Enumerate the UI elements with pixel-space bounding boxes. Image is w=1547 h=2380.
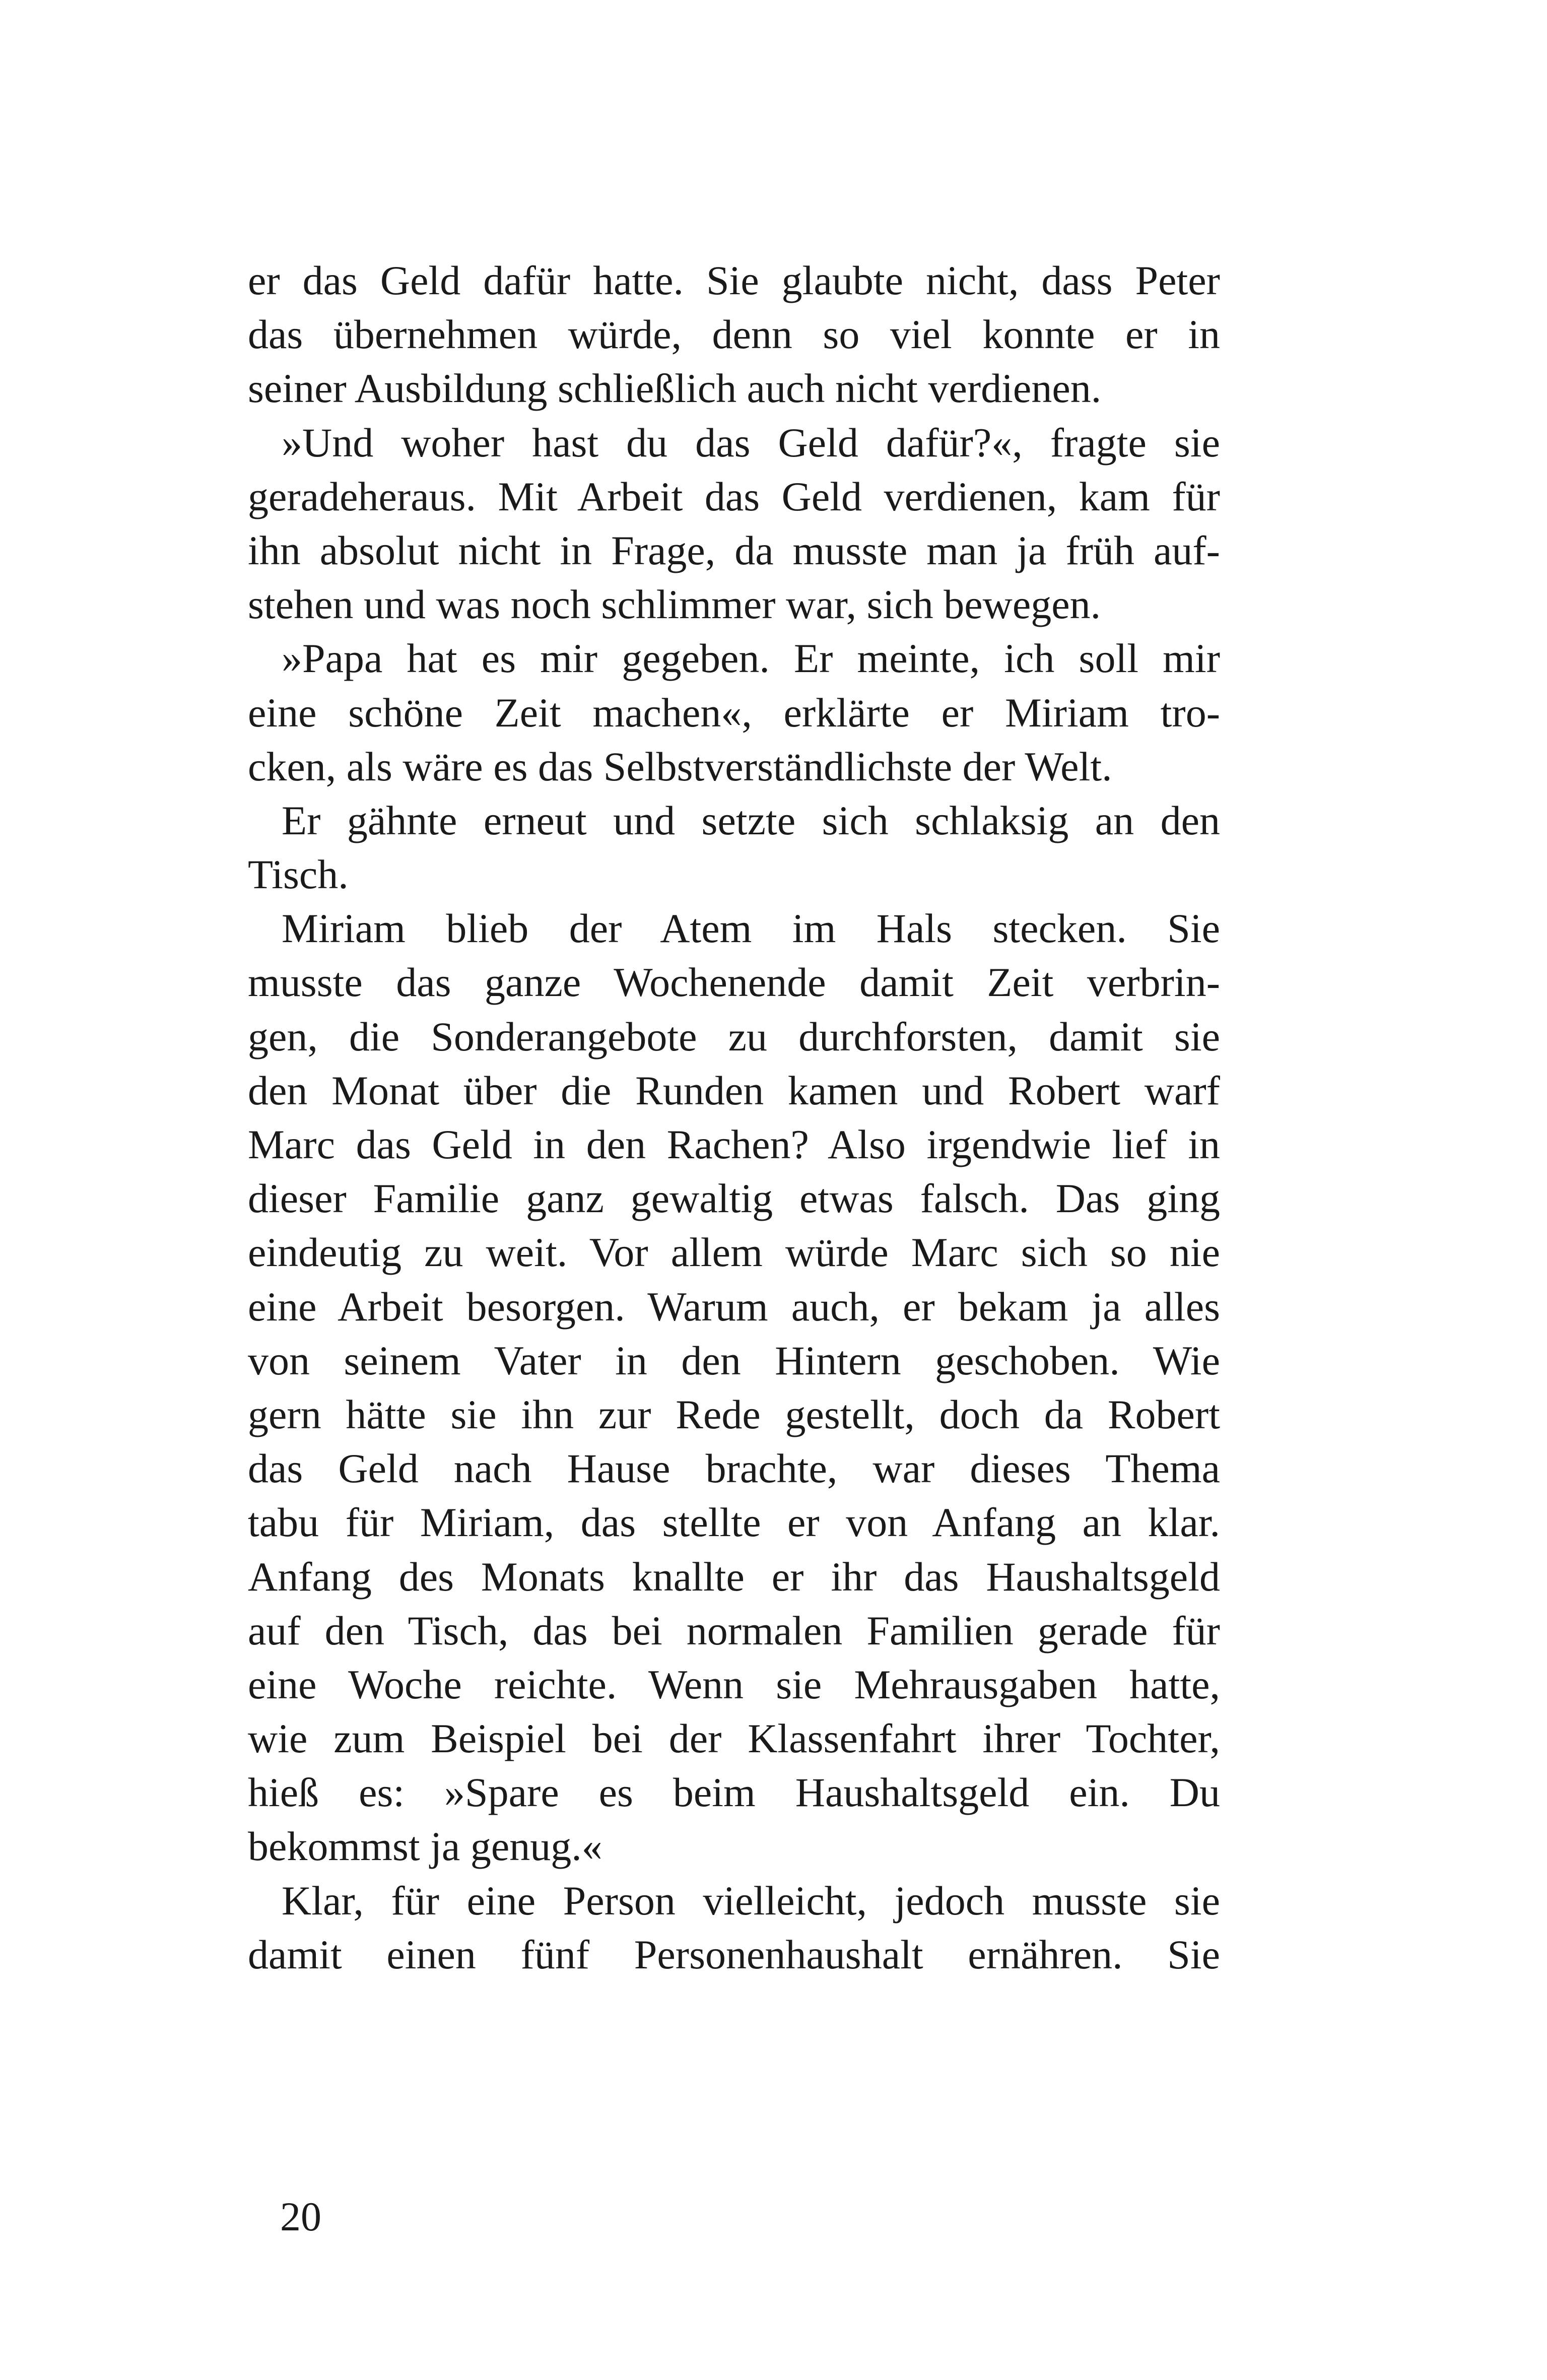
text-line: cken, als wäre es das Selbstverständlichste der Welt. [248,743,1112,789]
text-line: von seinem Vater in den Hintern geschoben. Wie [248,1337,1220,1383]
text-line: Klar, für eine Person vielleicht, jedoch musste sie [282,1877,1220,1924]
text-line: wie zum Beispiel bei der Klassenfahrt ihrer Tochter, [248,1715,1220,1762]
text-line: den Monat über die Runden kamen und Robert warf [248,1067,1220,1113]
text-line: er das Geld dafür hatte. Sie glaubte nicht, dass Peter [248,257,1220,303]
text-line: gern hätte sie ihn zur Rede gestellt, doch da Robert [248,1391,1220,1437]
text-line: seiner Ausbildung schließlich auch nicht verdienen. [248,365,1102,412]
text-line: eine schöne Zeit machen«, erklärte er Miriam tro- [248,689,1220,736]
text-line: Miriam blieb der Atem im Hals stecken. Sie [282,905,1220,952]
page-number: 20 [280,2194,321,2239]
text-line: das Geld nach Hause brachte, war dieses Thema [248,1445,1220,1492]
text-line: eine Woche reichte. Wenn sie Mehrausgaben hatte, [248,1661,1220,1707]
text-line: Er gähnte erneut und setzte sich schlaksig an den [282,797,1220,843]
text-line: »Papa hat es mir gegeben. Er meinte, ich soll mir [282,635,1220,682]
text-line: stehen und was noch schlimmer war, sich bewegen. [248,581,1101,628]
text-line: »Und woher hast du das Geld dafür?«, fragte sie [282,419,1220,466]
text-line: eindeutig zu weit. Vor allem würde Marc sich so nie [248,1229,1220,1276]
text-line: tabu für Miriam, das stellte er von Anfang an klar. [248,1499,1220,1546]
text-line: das übernehmen würde, denn so viel konnte er in [248,311,1220,358]
text-line: damit einen fünf Personenhaushalt ernähren. Sie [248,1931,1220,1977]
text-line: ihn absolut nicht in Frage, da musste man ja früh auf- [248,527,1220,573]
text-line: Marc das Geld in den Rachen? Also irgendwie lief in [248,1121,1220,1167]
text-line: bekommst ja genug.« [248,1823,602,1870]
text-line: dieser Familie ganz gewaltig etwas falsch. Das ging [248,1175,1220,1222]
text-line: hieß es: »Spare es beim Haushaltsgeld ein. Du [248,1769,1220,1816]
text-line: geradeheraus. Mit Arbeit das Geld verdienen, kam für [248,473,1220,519]
text-line: eine Arbeit besorgen. Warum auch, er bekam ja alles [248,1283,1220,1330]
text-line: Tisch. [248,851,349,898]
text-line: auf den Tisch, das bei normalen Familien gerade für [248,1607,1220,1654]
text-line: gen, die Sonderangebote zu durchforsten, damit sie [248,1013,1220,1060]
text-line: musste das ganze Wochenende damit Zeit verbrin- [248,959,1220,1006]
text-line: Anfang des Monats knallte er ihr das Haushaltsgeld [248,1553,1220,1600]
body-text [248,253,1220,1981]
